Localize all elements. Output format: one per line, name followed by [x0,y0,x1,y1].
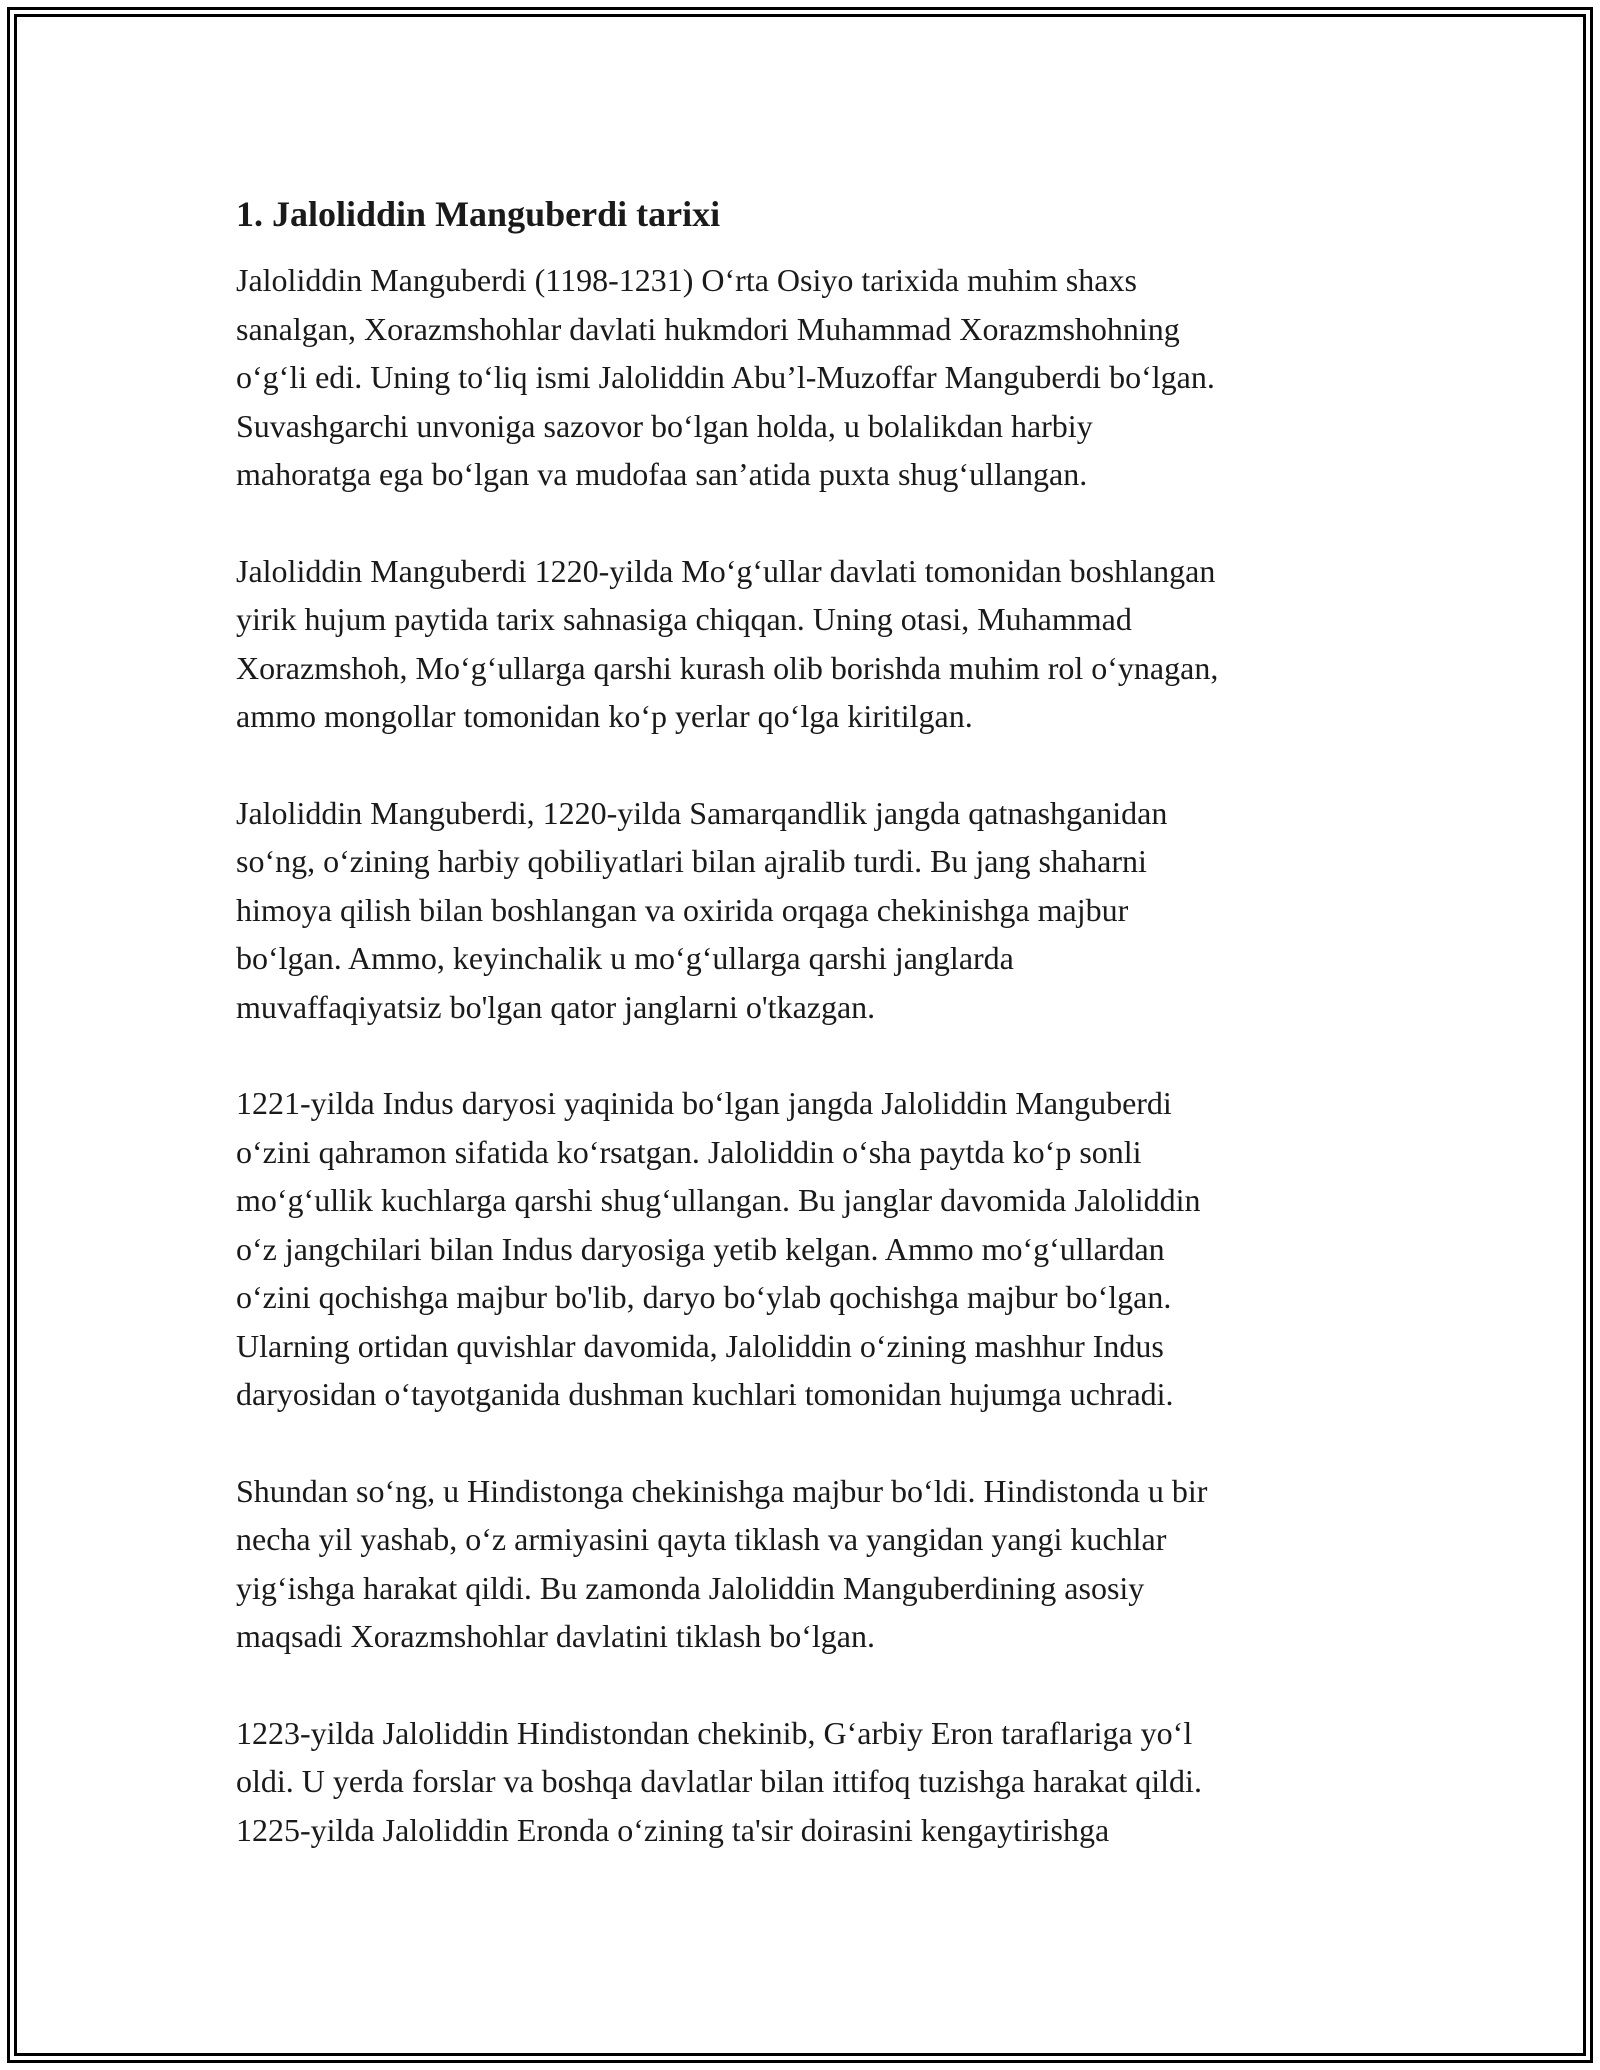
paragraph-3: Jaloliddin Manguberdi, 1220-yilda Samarqandlik jangda qatnashganidan so‘ng, o‘zining harbiy qobiliyatlari bilan ajralib turdi. Bu jang shaharni himoya qilish bilan boshlangan va oxirida orqaga chekinishga majbur bo‘lgan. Ammo, keyinchalik u mo‘g‘ullarga qarshi janglarda muvaffaqiyatsiz bo'lgan qator janglarni o'tkazgan. [236,794,1168,1025]
section-heading: 1. Jaloliddin Manguberdi tarixi [236,194,721,234]
paragraph-5: Shundan so‘ng, u Hindistonga chekinishga majbur bo‘ldi. Hindistonda u bir necha yil yashab, o‘z armiyasini qayta tiklash va yangidan yangi kuchlar yig‘ishga harakat qildi. Bu zamonda Jaloliddin Manguberdining asosiy maqsadi Xorazmshohlar davlatini tiklash bo‘lgan. [236,1472,1208,1654]
document-body [236,186,1376,1902]
paragraph-2: Jaloliddin Manguberdi 1220-yilda Mo‘g‘ullar davlati tomonidan boshlangan yirik hujum paytida tarix sahnasiga chiqqan. Uning otasi, Muhammad Xorazmshoh, Mo‘g‘ullarga qarshi kurash olib borishda muhim rol o‘ynagan, ammo mongollar tomonidan ko‘p yerlar qo‘lga kiritilgan. [236,552,1219,734]
paragraph-6: 1223-yilda Jaloliddin Hindistondan chekinib, G‘arbiy Eron taraflariga yo‘l oldi. U yerda forslar va boshqa davlatlar bilan ittifoq tuzishga harakat qildi. 1225-yilda Jaloliddin Eronda o‘zining ta'sir doirasini kengaytirishga [236,1714,1202,1848]
paragraph-4: 1221-yilda Indus daryosi yaqinida bo‘lgan jangda Jaloliddin Manguberdi o‘zini qahramon sifatida ko‘rsatgan. Jaloliddin o‘sha paytda ko‘p sonli mo‘g‘ullik kuchlarga qarshi shug‘ullangan. Bu janglar davomida Jaloliddin o‘z jangchilari bilan Indus daryosiga yetib kelgan. Ammo mo‘g‘ullardan o‘zini qochishga majbur bo'lib, daryo bo‘ylab qochishga majbur bo‘lgan. Ularning ortidan quvishlar davomida, Jaloliddin o‘zining mashhur Indus daryosidan o‘tayotganida dushman kuchlari tomonidan hujumga uchradi. [236,1085,1201,1412]
paragraph-1: Jaloliddin Manguberdi (1198-1231) O‘rta Osiyo tarixida muhim shaxs sanalgan, Xorazmshohlar davlati hukmdori Muhammad Xorazmshohning o‘g‘li edi. Uning to‘liq ismi Jaloliddin Abu’l-Muzoffar Manguberdi bo‘lgan. Suvashgarchi unvoniga sazovor bo‘lgan holda, u bolalikdan harbiy mahoratga ega bo‘lgan va mudofaa san’atida puxta shug‘ullangan. [236,262,1215,492]
